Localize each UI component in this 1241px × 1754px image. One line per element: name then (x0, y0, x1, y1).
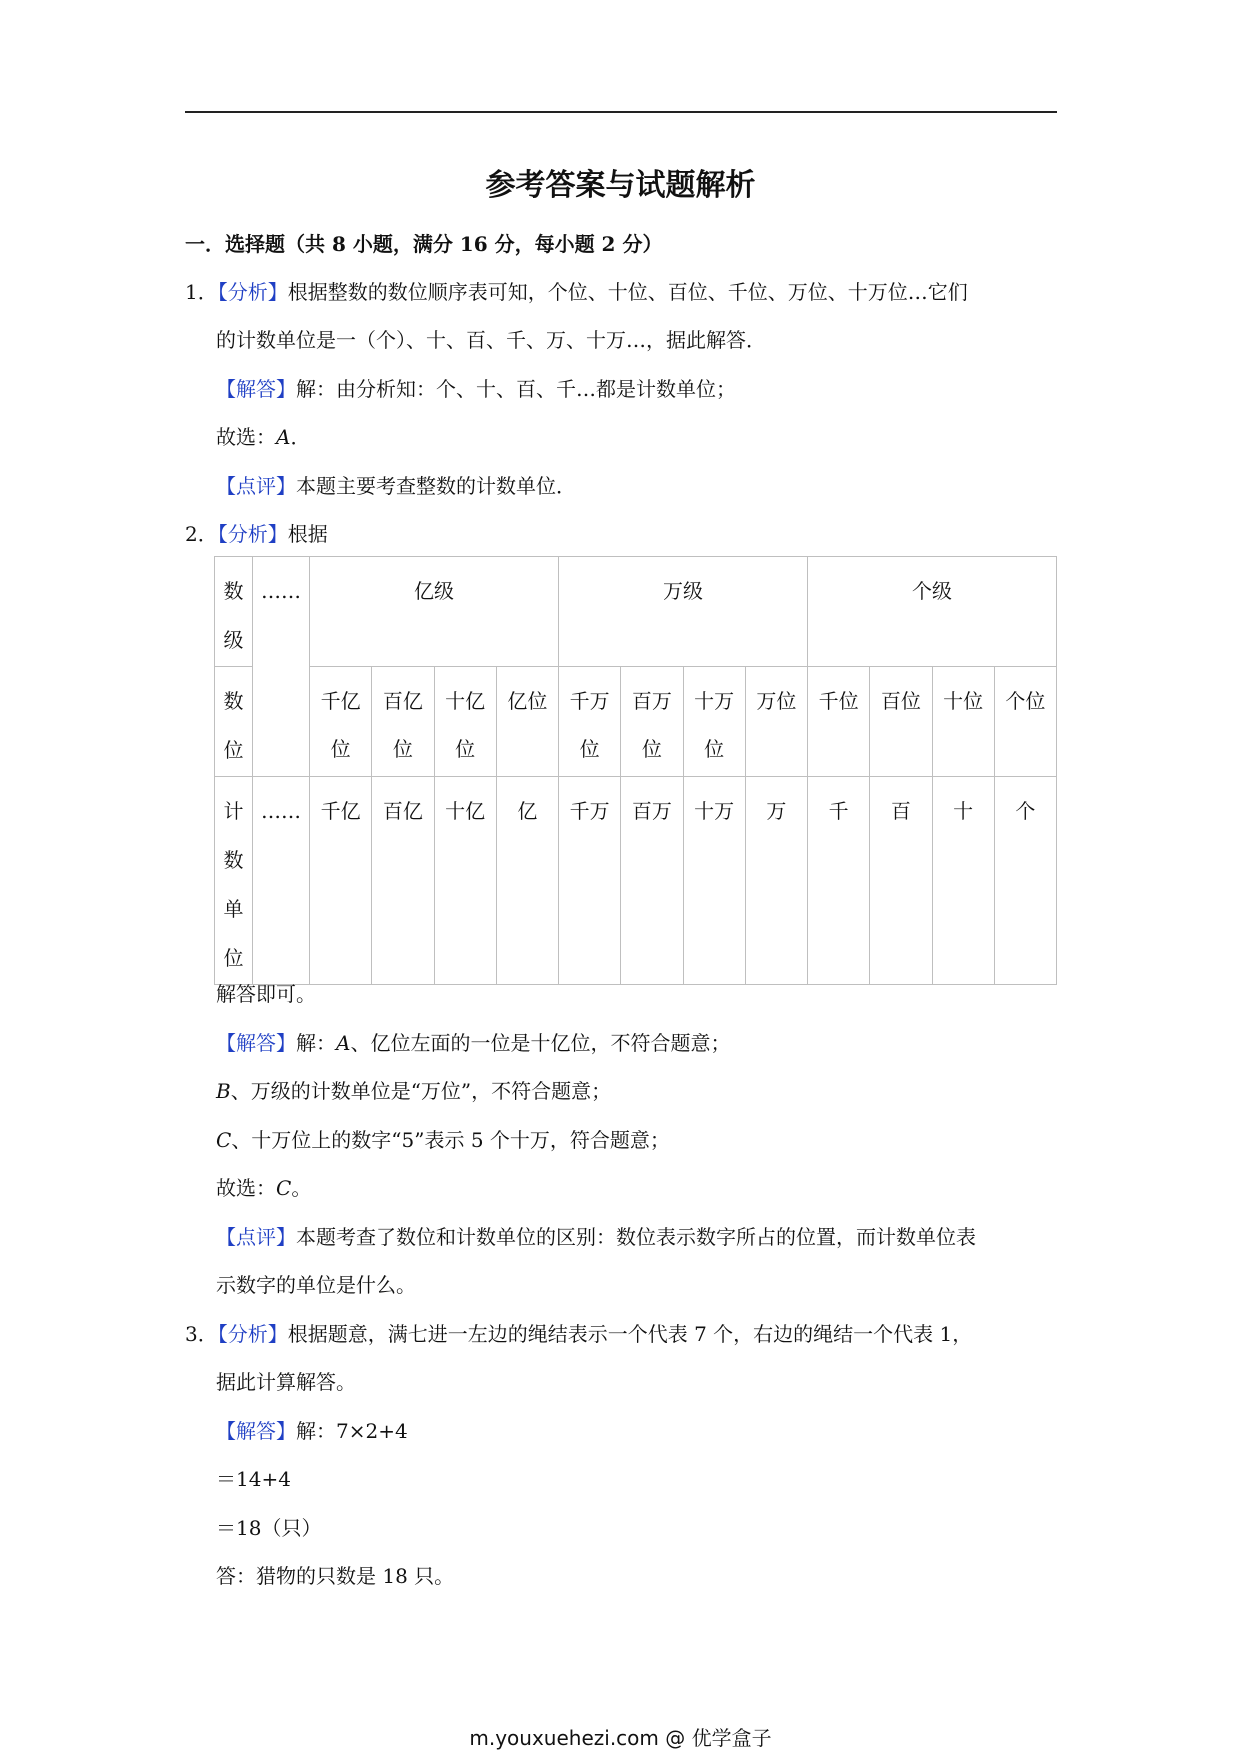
q2-answer-a-text: 、亿位左面的一位是十亿位，不符合题意； (350, 1031, 731, 1055)
q3-answer-text-3: ＝18（只） (216, 1516, 322, 1540)
unit-cell: 十亿 (434, 777, 496, 985)
unit-cell: 万 (745, 777, 807, 985)
level-ge: 个级 (808, 557, 1057, 667)
q2-choice-suffix: 。 (291, 1176, 312, 1200)
place-cell: 千位 (808, 667, 870, 777)
place-cell: 百位 (870, 667, 932, 777)
place-cell: 百亿位 (372, 667, 434, 777)
place-cell: 百万位 (621, 667, 683, 777)
q1-analysis-line1 (185, 276, 968, 305)
q2-comment-line (216, 1221, 976, 1250)
place-cell: 十亿位 (434, 667, 496, 777)
q1-analysis-text-1: 根据整数的数位顺序表可知，个位、十位、百位、千位、万位、十万位…它们 (287, 280, 968, 304)
q3-analysis-tag: 【分析】 (217, 1322, 288, 1346)
unit-cell: 个 (994, 777, 1056, 985)
unit-cell: 千 (808, 777, 870, 985)
q3-number: 3． (185, 1322, 218, 1346)
section-heading: 一．选择题（共 8 小题，满分 16 分，每小题 2 分） (185, 232, 663, 256)
q1-choice-line (216, 421, 310, 450)
q2-option-a: A (336, 1031, 351, 1055)
table-row-places (215, 667, 1057, 777)
q3-analysis-line1 (185, 1318, 972, 1347)
q2-answer-line-b (216, 1075, 611, 1104)
q1-choice-suffix: ． (290, 425, 311, 449)
q3-analysis-text-2: 据此计算解答。 (216, 1370, 356, 1394)
footer-watermark[interactable]: m.youxuehezi.com @ 优学盒子 (469, 1726, 772, 1750)
q2-analysis-tag: 【分析】 (217, 522, 288, 546)
place-cell: 十万位 (683, 667, 745, 777)
place-cell: 个位 (994, 667, 1056, 777)
unit-cell: 千万 (559, 777, 621, 985)
q1-comment-text: 本题主要考查整数的计数单位． (296, 474, 576, 498)
q2-answer-prefix: 解： (296, 1031, 336, 1055)
q2-answer-line-a (216, 1027, 730, 1056)
unit-cell: 十 (932, 777, 994, 985)
q1-answer-text: 解：由分析知：个、十、百、千…都是计数单位； (296, 377, 736, 401)
unit-cell: 千亿 (310, 777, 372, 985)
q2-answer-tag: 【解答】 (216, 1031, 296, 1055)
q2-analysis-text: 根据 (287, 522, 328, 546)
q2-answer-c-text: 、十万位上的数字“5”表示 5 个十万，符合题意； (231, 1128, 670, 1152)
row-label-places: 数位 (215, 667, 253, 777)
table-dots: …… (253, 777, 310, 985)
q2-answer-b-text: 、万级的计数单位是“万位”，不符合题意； (230, 1079, 612, 1103)
q2-choice-line (216, 1172, 311, 1201)
q1-choice-letter: A (276, 425, 291, 449)
q2-choice-prefix: 故选： (216, 1176, 276, 1200)
place-cell: 千万位 (559, 667, 621, 777)
q1-number: 1． (185, 280, 218, 304)
page-title: 参考答案与试题解析 (485, 168, 756, 203)
q3-answer-line1 (216, 1415, 408, 1444)
unit-cell: 百亿 (372, 777, 434, 985)
q2-option-b: B (216, 1079, 231, 1103)
table-dots: …… (253, 557, 310, 777)
table-row-units (215, 777, 1057, 985)
q1-analysis-text-2: 的计数单位是一（个）、十、百、千、万、十万…，据此解答． (216, 328, 766, 352)
q2-after-table: 解答即可。 (216, 982, 316, 1006)
q1-comment-line (216, 470, 576, 499)
unit-cell: 百万 (621, 777, 683, 985)
row-label-units: 计数单位 (215, 777, 253, 985)
q2-analysis-line (185, 518, 328, 547)
q3-answer-text-2: ＝14+4 (216, 1467, 291, 1491)
q3-analysis-text-1: 根据题意，满七进一左边的绳结表示一个代表 7 个，右边的绳结一个代表 1， (287, 1322, 973, 1346)
table-row-levels (215, 557, 1057, 667)
q2-comment-text-2: 示数字的单位是什么。 (216, 1273, 416, 1297)
level-yi: 亿级 (310, 557, 559, 667)
unit-cell: 百 (870, 777, 932, 985)
place-cell: 千亿位 (310, 667, 372, 777)
q3-answer-text-1: 解：7×2+4 (296, 1419, 408, 1443)
place-value-table (214, 556, 1057, 985)
q2-number: 2． (185, 522, 218, 546)
q1-analysis-tag: 【分析】 (217, 280, 288, 304)
unit-cell: 亿 (496, 777, 558, 985)
q3-answer-tag: 【解答】 (216, 1419, 296, 1443)
q2-option-c: C (216, 1128, 232, 1152)
place-cell: 十位 (932, 667, 994, 777)
header-rule (185, 111, 1057, 113)
unit-cell: 十万 (683, 777, 745, 985)
place-cell: 亿位 (496, 667, 558, 777)
row-label-levels: 数级 (215, 557, 253, 667)
q2-answer-line-c (216, 1124, 670, 1153)
q1-comment-tag: 【点评】 (216, 474, 296, 498)
q2-choice-letter: C (276, 1176, 292, 1200)
q1-choice-prefix: 故选： (216, 425, 276, 449)
place-cell: 万位 (745, 667, 807, 777)
q1-answer-tag: 【解答】 (216, 377, 296, 401)
level-wan: 万级 (559, 557, 808, 667)
q1-answer-line (216, 373, 736, 402)
q3-answer-text-4: 答：猎物的只数是 18 只。 (216, 1564, 455, 1588)
q2-comment-tag: 【点评】 (216, 1225, 296, 1249)
q2-comment-text-1: 本题考查了数位和计数单位的区别：数位表示数字所占的位置，而计数单位表 (296, 1225, 976, 1249)
